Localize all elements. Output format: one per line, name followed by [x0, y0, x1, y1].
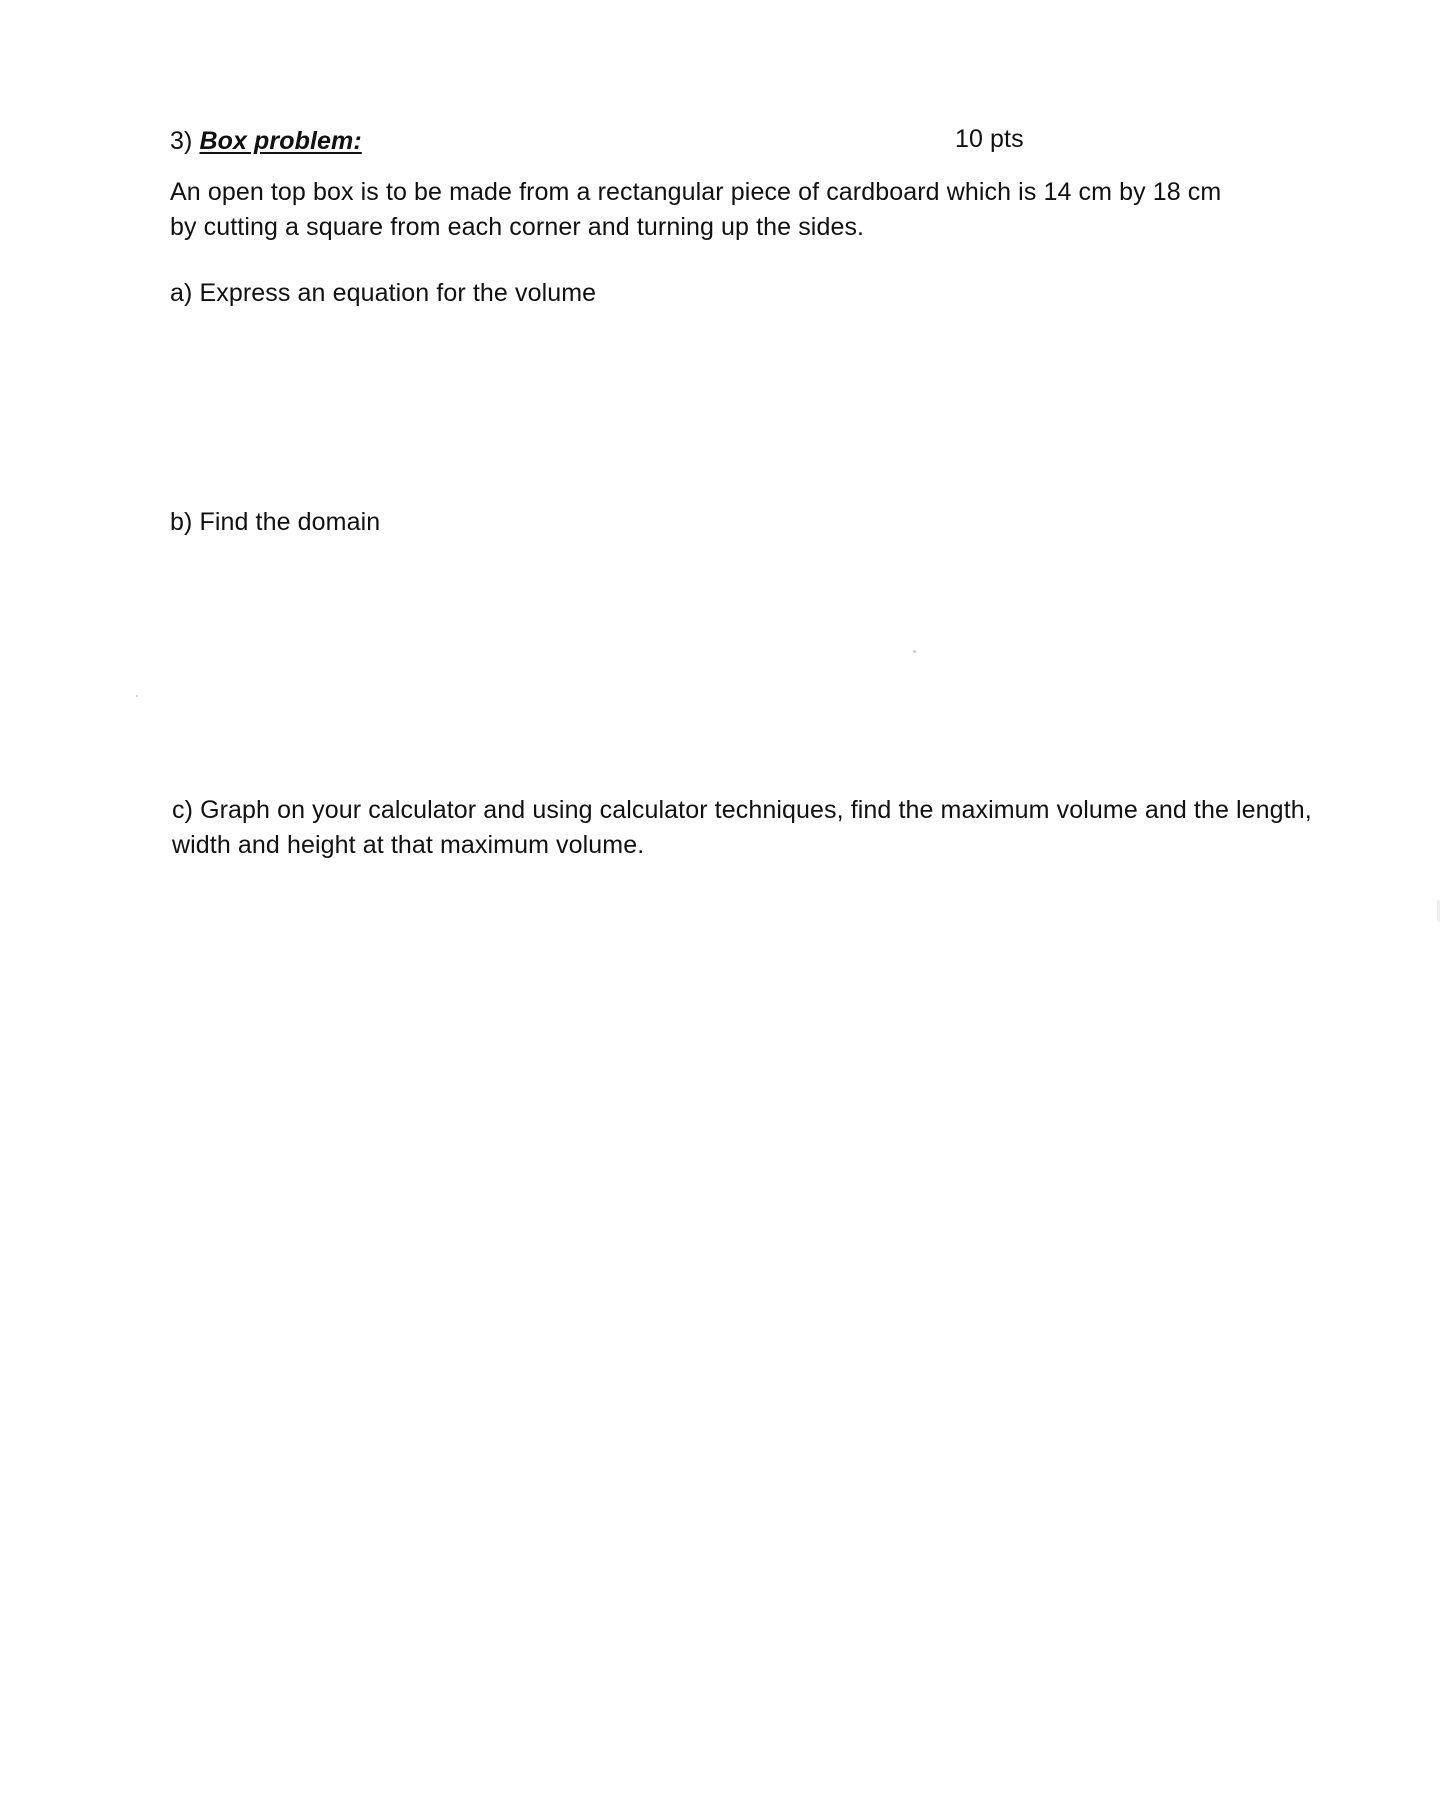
part-c-line-2: width and height at that maximum volume. [172, 831, 645, 859]
part-c-line-1: c) Graph on your calculator and using calculator techniques, find the maximum volume and the length, [172, 796, 1312, 824]
part-c-question [172, 793, 1312, 863]
part-b-question: b) Find the domain [170, 508, 381, 536]
part-a-question: a) Express an equation for the volume [170, 279, 597, 307]
points-label: 10 pts [955, 125, 1024, 153]
scan-speck [1437, 900, 1440, 922]
problem-statement-line-1: An open top box is to be made from a rectangular piece of cardboard which is 14 cm by 18 cm [170, 178, 1222, 206]
problem-heading [170, 124, 366, 158]
problem-statement-line-2: by cutting a square from each corner and turning up the sides. [170, 213, 865, 241]
scan-speck [136, 695, 138, 697]
problem-statement [170, 175, 1221, 245]
problem-title: Box problem: [199, 127, 362, 155]
problem-number: 3) [170, 127, 193, 155]
scan-speck [913, 650, 916, 653]
